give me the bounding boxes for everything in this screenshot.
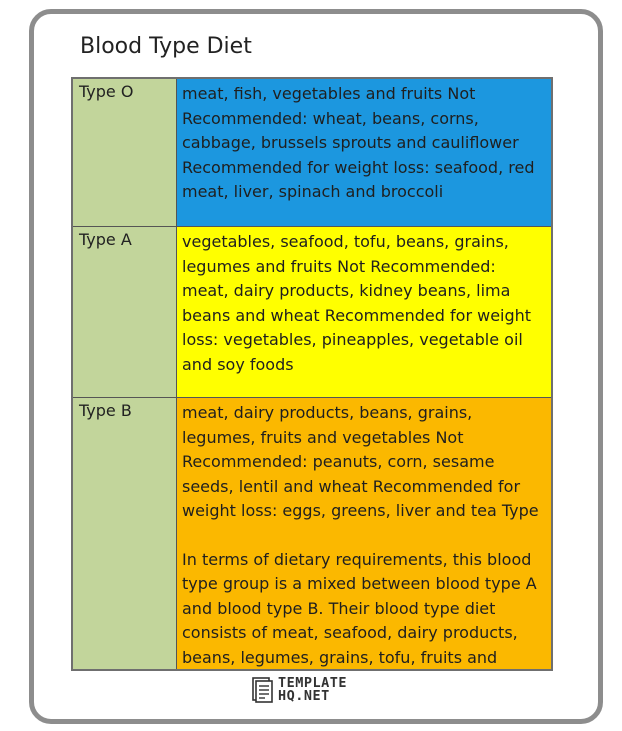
logo-wordmark: [278, 677, 347, 703]
table-row-type-a: [73, 227, 551, 398]
description-cell: vegetables, seafood, tofu, beans, grains, legumes and fruits Not Recommended: meat, dairy products, kidney beans, lima beans and wheat Recommended for weight loss: vegetables, pineapples, vegetable oil and soy foods: [177, 227, 551, 397]
table-row-type-o: [73, 79, 551, 227]
description-cell: meat, fish, vegetables and fruits Not Recommended: wheat, beans, corns, cabbage, brussels sprouts and cauliflower Recommended for weight loss: seafood, red meat, liver, spinach and broccoli: [177, 79, 551, 226]
templatehq-logo: [252, 677, 347, 703]
description-paragraph: In terms of dietary requirements, this blood type group is a mixed between blood type A and blood type B. Their blood type diet consists of meat, seafood, dairy products, beans, legumes, grains, tofu, fruits and: [182, 549, 537, 667]
table-row-type-b: [73, 398, 551, 671]
description-cell: [177, 398, 551, 671]
type-label-cell: Type O: [73, 79, 177, 226]
logo-line-1: TEMPLATE: [278, 675, 348, 691]
type-label-cell: Type B: [73, 398, 177, 671]
description-paragraph: meat, dairy products, beans, grains, legumes, fruits and vegetables Not Recommended: peanuts, corn, sesame seeds, lentil and wheat Recommended for weight loss: eggs, greens, liver and tea Type: [182, 403, 539, 520]
logo-line-2: HQ.NET: [278, 688, 330, 704]
type-label-cell: Type A: [73, 227, 177, 397]
document-icon: [252, 677, 274, 703]
blood-type-table: [71, 77, 553, 671]
document-title: Blood Type Diet: [80, 34, 252, 59]
